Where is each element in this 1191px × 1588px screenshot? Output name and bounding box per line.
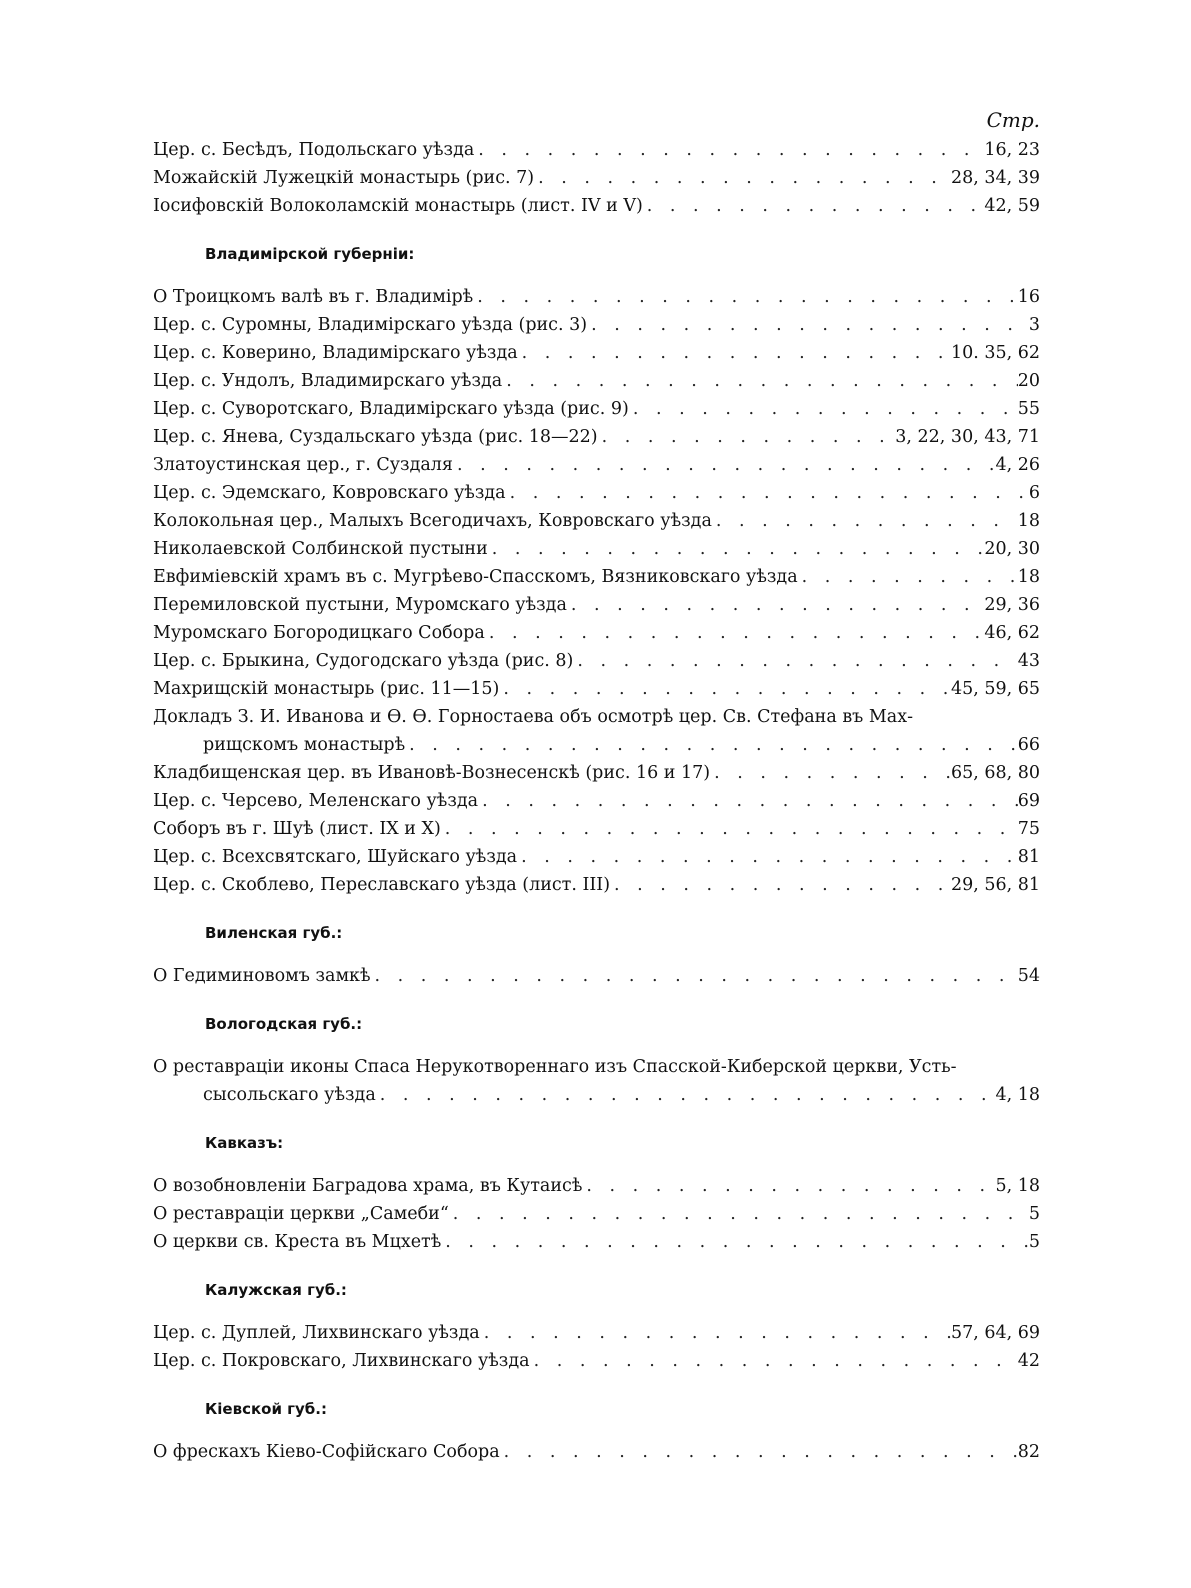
- leader-dots: [502, 367, 1017, 395]
- toc-entry: [153, 339, 1040, 367]
- entry-pages: 75: [1017, 819, 1040, 839]
- entry-title: О фрескахъ Кіево-Софійскаго Собора: [153, 1442, 500, 1462]
- toc-section: [153, 1009, 1040, 1109]
- page-column-header: Стр.: [986, 108, 1040, 132]
- leader-dots: [405, 731, 1018, 759]
- leader-dots: [518, 339, 951, 367]
- leader-dots: [629, 395, 1018, 423]
- toc-entry-line: О реставраціи иконы Спаса Нерукотвореннаго изъ Спасской-Киберской церкви, Усть-: [153, 1057, 957, 1077]
- entry-title: Муромскаго Богородицкаго Собора: [153, 623, 485, 643]
- entry-pages: 42, 59: [984, 196, 1040, 216]
- toc-entry: [153, 283, 1040, 311]
- entry-pages: 54: [1017, 966, 1040, 986]
- toc-entry: [153, 192, 1040, 220]
- entry-pages: 20, 30: [984, 539, 1040, 559]
- leader-dots: [798, 563, 1018, 591]
- toc-entry: [153, 843, 1040, 871]
- entry-pages: 29, 36: [984, 595, 1040, 615]
- entry-title: Цер. с. Всехсвятскаго, Шуйскаго уѣзда: [153, 847, 518, 867]
- toc-entry: [153, 731, 1040, 759]
- entry-pages: 4, 26: [995, 455, 1040, 475]
- leader-dots: [506, 479, 1029, 507]
- toc-entry: [153, 1172, 1040, 1200]
- entry-title: Кладбищенская цер. въ Ивановѣ-Вознесенскѣ (рис. 16 и 17): [153, 763, 711, 783]
- section-heading: Вологодская губ.:: [205, 1015, 363, 1033]
- entry-pages: 3, 22, 30, 43, 71: [895, 427, 1040, 447]
- toc-entry: [153, 451, 1040, 479]
- entry-pages: 45, 59, 65: [950, 679, 1040, 699]
- entry-title: Перемиловской пустыни, Муромскаго уѣзда: [153, 595, 567, 615]
- entry-pages: 20: [1017, 371, 1040, 391]
- entry-title: О Троицкомъ валѣ въ г. Владимірѣ: [153, 287, 474, 307]
- leader-dots: [441, 1228, 1029, 1256]
- toc-section: [153, 239, 1040, 899]
- leader-dots: [480, 1319, 951, 1347]
- toc-entry-line: Докладъ З. И. Иванова и Ѳ. Ѳ. Горностаева объ осмотрѣ цер. Св. Стефана въ Мах-: [153, 707, 914, 727]
- leader-dots: [517, 843, 1018, 871]
- entry-title: Цер. с. Брыкина, Судогодскаго уѣзда (рис. 8): [153, 651, 574, 671]
- toc-entry: [153, 675, 1040, 703]
- leader-dots: [376, 1081, 996, 1109]
- entry-pages: 3: [1028, 315, 1040, 335]
- entry-title: Можайскій Лужецкій монастырь (рис. 7): [153, 168, 535, 188]
- entry-pages: 16: [1017, 287, 1040, 307]
- toc-entry: [153, 136, 1040, 164]
- entry-title: Цер. с. Коверино, Владимірскаго уѣзда: [153, 343, 518, 363]
- leader-dots: [534, 164, 951, 192]
- table-of-contents: [153, 108, 1040, 1466]
- entry-title: Махрищскій монастырь (рис. 11—15): [153, 679, 500, 699]
- leader-dots: [488, 535, 985, 563]
- leader-dots: [474, 136, 984, 164]
- entry-pages: 5: [1028, 1204, 1040, 1224]
- entry-pages: 18: [1017, 567, 1040, 587]
- entry-title: Колокольная цер., Малыхъ Всегодичахъ, Ковровскаго уѣзда: [153, 511, 712, 531]
- toc-entry: [153, 647, 1040, 675]
- entry-pages: 5: [1028, 1232, 1040, 1252]
- entry-pages: 18: [1017, 511, 1040, 531]
- entry-pages: 43: [1017, 651, 1040, 671]
- toc-entry: [153, 164, 1040, 192]
- toc-section: [153, 918, 1040, 990]
- toc-entry: [153, 367, 1040, 395]
- toc-entry: [153, 619, 1040, 647]
- entry-title: Цер. с. Скоблево, Переславскаго уѣзда (лист. III): [153, 875, 611, 895]
- leader-dots: [643, 192, 985, 220]
- toc-entry: [153, 962, 1040, 990]
- toc-section: [153, 1394, 1040, 1466]
- entry-title: Цер. с. Янева, Суздальскаго уѣзда (рис. 18—22): [153, 427, 598, 447]
- leader-dots: [712, 507, 1018, 535]
- leader-dots: [485, 619, 985, 647]
- entry-pages: 10. 35, 62: [950, 343, 1040, 363]
- entry-pages: 82: [1017, 1442, 1040, 1462]
- entry-title: Николаевской Солбинской пустыни: [153, 539, 488, 559]
- entry-pages: 5, 18: [995, 1176, 1040, 1196]
- entry-pages: 42: [1017, 1351, 1040, 1371]
- toc-entry: [153, 787, 1040, 815]
- toc-entry: [153, 507, 1040, 535]
- entry-title: Соборъ въ г. Шуѣ (лист. IX и X): [153, 819, 441, 839]
- section-heading: Кавказъ:: [205, 1134, 284, 1152]
- entry-title: О Гедиминовомъ замкѣ: [153, 966, 371, 986]
- toc-section: [153, 1275, 1040, 1375]
- leader-dots: [441, 815, 1018, 843]
- entry-title: сысольскаго уѣзда: [203, 1085, 376, 1105]
- leader-dots: [499, 675, 951, 703]
- entry-pages: 4, 18: [995, 1085, 1040, 1105]
- entry-title: Цер. с. Суворотскаго, Владимірскаго уѣзда (рис. 9): [153, 399, 629, 419]
- leader-dots: [582, 1172, 995, 1200]
- toc-entry: [153, 1081, 1040, 1109]
- toc-entry: [153, 1347, 1040, 1375]
- leader-dots: [500, 1438, 1018, 1466]
- leader-dots: [530, 1347, 1018, 1375]
- toc-entry: [153, 563, 1040, 591]
- toc-entry: [153, 395, 1040, 423]
- entry-title: рищскомъ монастырѣ: [203, 735, 406, 755]
- entry-pages: 6: [1028, 483, 1040, 503]
- section-heading: Владимірской губерніи:: [205, 245, 415, 263]
- entry-pages: 65, 68, 80: [950, 763, 1040, 783]
- entry-pages: 66: [1017, 735, 1040, 755]
- toc-entry: [153, 1228, 1040, 1256]
- toc-entry: [153, 1319, 1040, 1347]
- entry-pages: 46, 62: [984, 623, 1040, 643]
- toc-entry: [153, 1438, 1040, 1466]
- leader-dots: [371, 962, 1018, 990]
- leader-dots: [449, 1200, 1029, 1228]
- entry-pages: 16, 23: [984, 140, 1040, 160]
- entry-pages: 28, 34, 39: [950, 168, 1040, 188]
- entry-pages: 29, 56, 81: [950, 875, 1040, 895]
- section-heading: Кіевской губ.:: [205, 1400, 327, 1418]
- entry-title: Іосифовскій Волоколамскій монастырь (лист. IV и V): [153, 196, 643, 216]
- toc-section: [153, 136, 1040, 220]
- entry-pages: 55: [1017, 399, 1040, 419]
- entry-title: Цер. с. Бесѣдъ, Подольскаго уѣзда: [153, 140, 475, 160]
- toc-entry: [153, 479, 1040, 507]
- section-heading: Калужская губ.:: [205, 1281, 347, 1299]
- entry-title: Цер. с. Покровскаго, Лихвинскаго уѣзда: [153, 1351, 530, 1371]
- toc-entry: [153, 423, 1040, 451]
- leader-dots: [567, 591, 984, 619]
- entry-title: Цер. с. Суромны, Владимірскаго уѣзда (рис. 3): [153, 315, 588, 335]
- toc-entry: [153, 535, 1040, 563]
- entry-pages: 81: [1017, 847, 1040, 867]
- leader-dots: [587, 311, 1029, 339]
- entry-title: Цер. с. Эдемскаго, Ковровскаго уѣзда: [153, 483, 506, 503]
- entry-title: О реставраціи церкви „Самеби“: [153, 1204, 449, 1224]
- leader-dots: [573, 647, 1017, 675]
- toc-section: [153, 1128, 1040, 1256]
- toc-entry: [153, 1200, 1040, 1228]
- entry-pages: 57, 64, 69: [950, 1323, 1040, 1343]
- toc-entry: [153, 311, 1040, 339]
- entry-pages: 69: [1017, 791, 1040, 811]
- leader-dots: [473, 283, 1018, 311]
- entry-title: Цер. с. Черсево, Меленскаго уѣзда: [153, 791, 479, 811]
- entry-title: Цер. с. Ундолъ, Владимирскаго уѣзда: [153, 371, 503, 391]
- entry-title: Цер. с. Дуплей, Лихвинскаго уѣзда: [153, 1323, 480, 1343]
- section-heading: Виленская губ.:: [205, 924, 343, 942]
- leader-dots: [598, 423, 896, 451]
- leader-dots: [610, 871, 951, 899]
- entry-title: Златоустинская цер., г. Суздаля: [153, 455, 453, 475]
- toc-entry: [153, 591, 1040, 619]
- entry-title: О возобновленіи Баградова храма, въ Кутаисѣ: [153, 1176, 583, 1196]
- toc-entry: [153, 759, 1040, 787]
- leader-dots: [478, 787, 1018, 815]
- entry-title: О церкви св. Креста въ Мцхетѣ: [153, 1232, 442, 1252]
- leader-dots: [710, 759, 951, 787]
- entry-title: Евфиміевскій храмъ въ с. Мугрѣево-Спасскомъ, Вязниковскаго уѣзда: [153, 567, 798, 587]
- toc-entry: [153, 871, 1040, 899]
- leader-dots: [453, 451, 996, 479]
- toc-entry: [153, 815, 1040, 843]
